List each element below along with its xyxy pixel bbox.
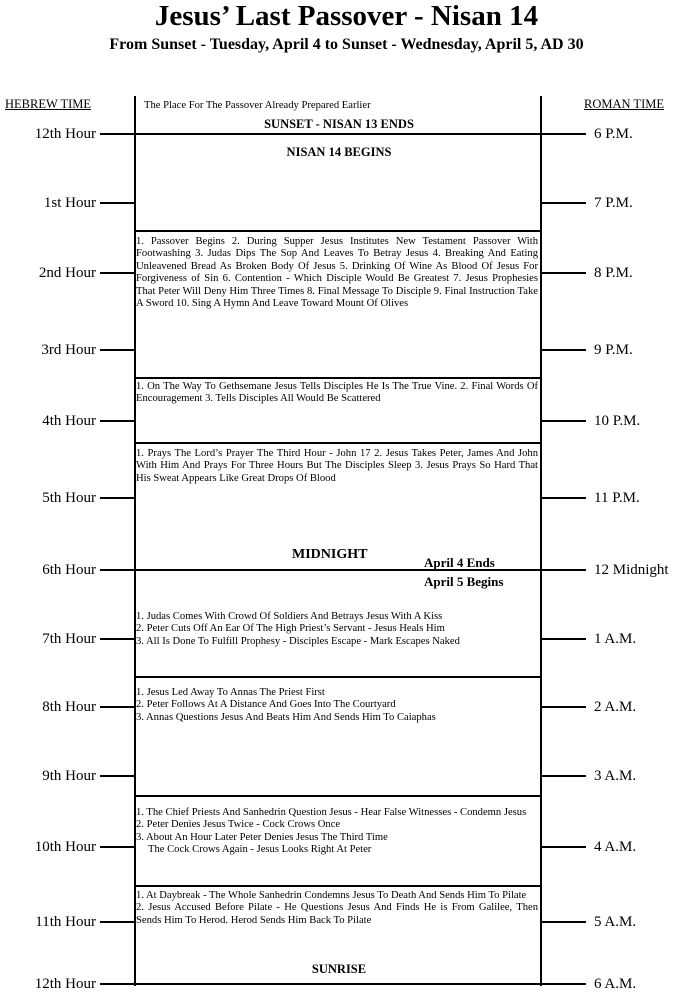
hebrew-hour-label: 8th Hour: [42, 699, 96, 715]
list-item: 2. Jesus Accused Before Pilate - He Questions Jesus And Finds He is From Galilee, Then Sends Him To Herod. Herod Sends Him Back To Pilate: [136, 902, 538, 926]
event-sanhedrin: [136, 807, 538, 857]
roman-hour-label: 1 A.M.: [594, 631, 637, 647]
list-item: 1. The Chief Priests And Sanhedrin Question Jesus - Hear False Witnesses - Condemn Jesus: [136, 807, 527, 818]
hour-line: [100, 420, 136, 422]
list-item: The Cock Crows Again - Jesus Looks Right At Peter: [148, 844, 372, 856]
list-item: 1. Judas Comes With Crowd Of Soldiers And Betrays Jesus With A Kiss: [136, 611, 443, 622]
event-annas: [136, 687, 538, 724]
hebrew-time-heading: HEBREW TIME: [5, 97, 91, 111]
hour-line: [100, 775, 136, 777]
list-item: 1. At Daybreak - The Whole Sanhedrin Condemns Jesus To Death And Sends Him To Pilate: [136, 890, 527, 901]
hebrew-hour-label: 9th Hour: [42, 768, 96, 784]
roman-hour-label: 8 P.M.: [594, 265, 633, 281]
hour-line: [100, 497, 136, 499]
event-betrayal: [136, 611, 538, 648]
separator-prayer-top: [134, 442, 542, 444]
list-item: 2. Peter Cuts Off An Ear Of The High Priest’s Servant - Jesus Heals Him: [136, 623, 445, 635]
hour-line: [100, 569, 586, 571]
hebrew-hour-label: 12th Hour: [34, 976, 96, 992]
preface-note: The Place For The Passover Already Prepared Earlier: [144, 100, 371, 111]
hour-line: [100, 272, 136, 274]
april4-ends-label: April 4 Ends: [424, 555, 495, 570]
hour-line: [540, 921, 586, 923]
roman-time-heading: ROMAN TIME: [584, 97, 664, 111]
event-pilate: [136, 890, 538, 927]
april5-begins-label: April 5 Begins: [424, 574, 504, 589]
separator-way-top: [134, 377, 542, 379]
hour-line: [100, 133, 586, 135]
hour-line: [540, 846, 586, 848]
roman-hour-label: 7 P.M.: [594, 195, 633, 211]
midnight-label: MIDNIGHT: [292, 547, 368, 562]
hour-line: [100, 983, 586, 985]
sunset-label: SUNSET - NISAN 13 ENDS: [264, 117, 414, 131]
roman-hour-label: 12 Midnight: [594, 562, 669, 578]
roman-hour-label: 11 P.M.: [594, 490, 640, 506]
separator-supper-top: [134, 230, 542, 232]
list-item: 2. Peter Follows At A Distance And Goes Into The Courtyard: [136, 699, 396, 711]
page-title: Jesus’ Last Passover - Nisan 14: [154, 0, 539, 32]
roman-hour-label: 4 A.M.: [594, 839, 637, 855]
roman-hour-label: 9 P.M.: [594, 342, 633, 358]
hebrew-hour-label: 3rd Hour: [41, 342, 96, 358]
list-item: 2. Peter Denies Jesus Twice - Cock Crows Once: [136, 819, 341, 831]
hour-line: [100, 846, 136, 848]
hour-line: [540, 349, 586, 351]
hour-line: [100, 921, 136, 923]
hebrew-hour-label: 11th Hour: [35, 914, 96, 930]
nisan14-label: NISAN 14 BEGINS: [286, 145, 392, 159]
roman-hour-label: 10 P.M.: [594, 413, 641, 429]
roman-hour-label: 2 A.M.: [594, 699, 637, 715]
separator-annas-top: [134, 676, 542, 678]
hour-line: [540, 497, 586, 499]
hour-line: [540, 420, 586, 422]
hour-line: [100, 706, 136, 708]
event-supper: 1. Passover Begins 2. During Supper Jesus Institutes New Testament Passover With Footwashing 3. Judas Dips The Sop And Leaves To Betray Jesus 4. Breaking And Eating Unleavened Bread As Broken Body Of Jesus 5. Drinking Of Wine As Blood Of Jesus For Forgiveness of Sin 6. Contention - Which Disciple Would Be Greatest 7. Jesus Prophesies That Peter Will Deny Him Three Times 8. Final Message To Disciple 9. Final Instruction Take A Sword 10. Sing A Hymn And Leave Toward Mount Of Olives: [136, 236, 538, 310]
list-item: 1. Jesus Led Away To Annas The Priest First: [136, 687, 325, 698]
hebrew-hour-label: 4th Hour: [42, 413, 96, 429]
hour-line: [540, 272, 586, 274]
hebrew-hour-label: 1st Hour: [43, 195, 96, 211]
event-prayer: 1. Prays The Lord’s Prayer The Third Hour - John 17 2. Jesus Takes Peter, James And John With Him And Prays For Three Hours But The Disciples Sleep 3. Jesus Prays So Hard That His Sweat Appears Like Great Drops Of Blood: [136, 448, 538, 484]
roman-hour-label: 6 A.M.: [594, 976, 637, 992]
hour-line: [540, 706, 586, 708]
separator-pilate-top: [134, 885, 542, 887]
roman-hour-label: 3 A.M.: [594, 768, 637, 784]
roman-hour-label: 5 A.M.: [594, 914, 637, 930]
list-item: 3. All Is Done To Fulfill Prophesy - Disciples Escape - Mark Escapes Naked: [136, 635, 460, 647]
hour-line: [540, 775, 586, 777]
separator-sanhedrin-top: [134, 795, 542, 797]
hebrew-hour-label: 12th Hour: [34, 126, 96, 142]
page-subtitle: From Sunset - Tuesday, April 4 to Sunset - Wednesday, April 5, AD 30: [109, 36, 584, 53]
hour-line: [540, 638, 586, 640]
roman-hour-label: 6 P.M.: [594, 126, 633, 142]
hebrew-hour-label: 5th Hour: [42, 490, 96, 506]
list-item: 3. Annas Questions Jesus And Beats Him And Sends Him To Caiaphas: [136, 711, 436, 723]
hour-line: [100, 202, 136, 204]
hour-line: [540, 202, 586, 204]
hour-line: [100, 349, 136, 351]
hebrew-hour-label: 10th Hour: [34, 839, 96, 855]
hebrew-hour-label: 2nd Hour: [38, 265, 96, 281]
list-item: 3. About An Hour Later Peter Denies Jesus The Third Time: [136, 831, 388, 843]
hour-line: [100, 638, 136, 640]
event-way-to-gethsemane: 1. On The Way To Gethsemane Jesus Tells Disciples He Is The True Vine. 2. Final Words Of Encouragement 3. Tells Disciples All Would Be Scattered: [136, 381, 538, 405]
hebrew-hour-label: 7th Hour: [42, 631, 96, 647]
hebrew-hour-label: 6th Hour: [42, 562, 96, 578]
sunrise-label: SUNRISE: [311, 962, 367, 976]
